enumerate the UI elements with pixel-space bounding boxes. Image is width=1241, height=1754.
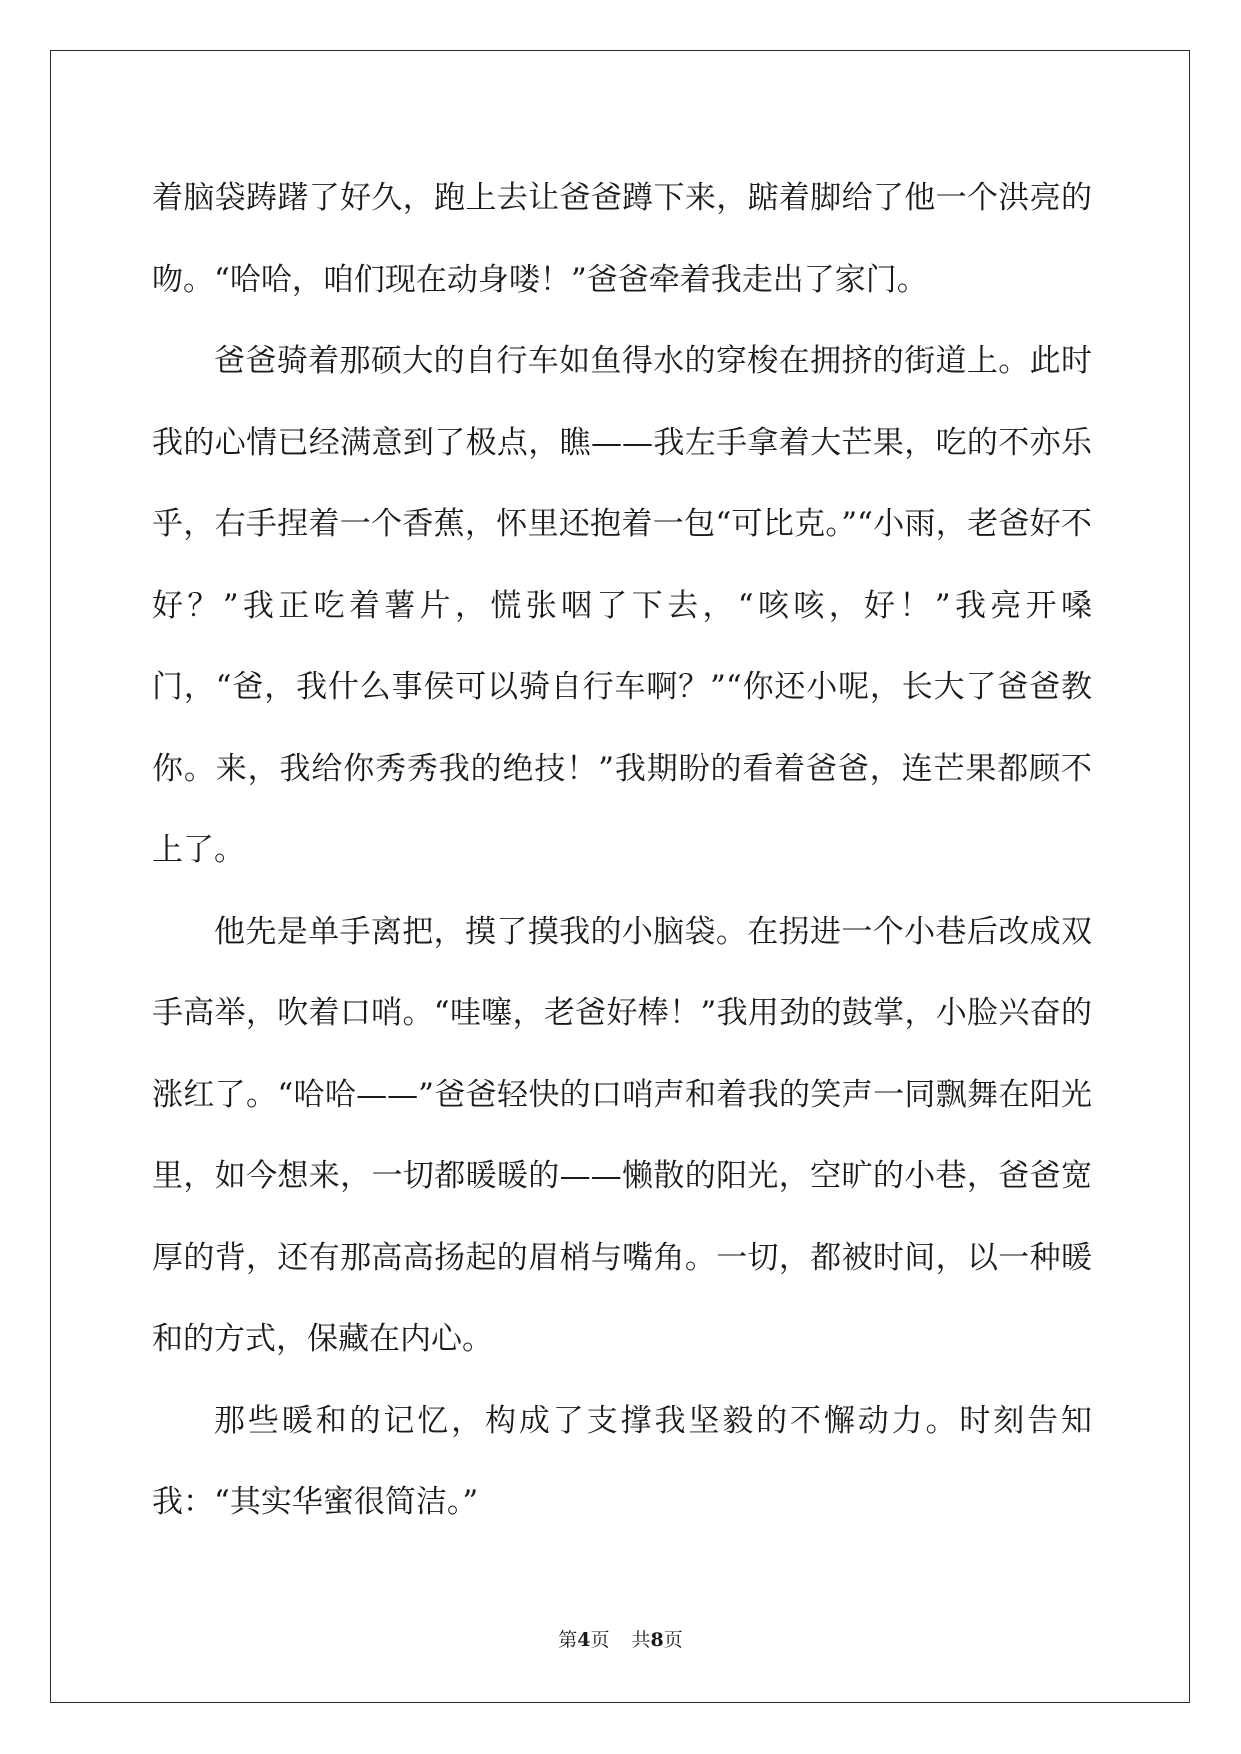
paragraph-2: 爸爸骑着那硕大的自行车如鱼得水的穿梭在拥挤的街道上。此时我的心情已经满意到了极点，瞧——我左手拿着大芒果，吃的不亦乐乎，右手捏着一个香蕉，怀里还抱着一包“可比克。”“小雨，老爸好不好？”我正吃着薯片，慌张咽了下去，“咳咳，好！”我亮开嗓门，“爸，我什么事侯可以骑自行车啊？”“你还小呢，长大了爸爸教你。来，我给你秀秀我的绝技！”我期盼的看着爸爸，连芒果都顾不上了。 <box>152 343 1092 868</box>
total-page-number: 8 <box>650 1629 664 1651</box>
footer-total-prefix: 共 <box>631 1629 651 1651</box>
footer-page-unit: 页 <box>590 1629 610 1651</box>
page-footer <box>0 1625 1241 1652</box>
paragraph-1: 着脑袋踌躇了好久，跑上去让爸爸蹲下来，踮着脚给了他一个洪亮的吻。“哈哈，咱们现在动身喽！”爸爸牵着我走出了家门。 <box>152 180 1092 298</box>
footer-prefix: 第 <box>558 1629 578 1651</box>
current-page-number: 4 <box>577 1629 591 1651</box>
paragraph-3: 他先是单手离把，摸了摸我的小脑袋。在拐进一个小巷后改成双手高举，吹着口哨。“哇噻，老爸好棒！”我用劲的鼓掌，小脸兴奋的涨红了。“哈哈——”爸爸轻快的口哨声和着我的笑声一同飘舞在阳光里，如今想来，一切都暖暖的——懒散的阳光，空旷的小巷，爸爸宽厚的背，还有那高高扬起的眉梢与嘴角。一切，都被时间，以一种暖和的方式，保藏在内心。 <box>152 913 1092 1357</box>
paragraph-4: 那些暖和的记忆，构成了支撑我坚毅的不懈动力。时刻告知我：“其实华蜜很简洁。” <box>152 1402 1092 1520</box>
document-body <box>152 158 1092 1544</box>
footer-total-unit: 页 <box>663 1629 683 1651</box>
